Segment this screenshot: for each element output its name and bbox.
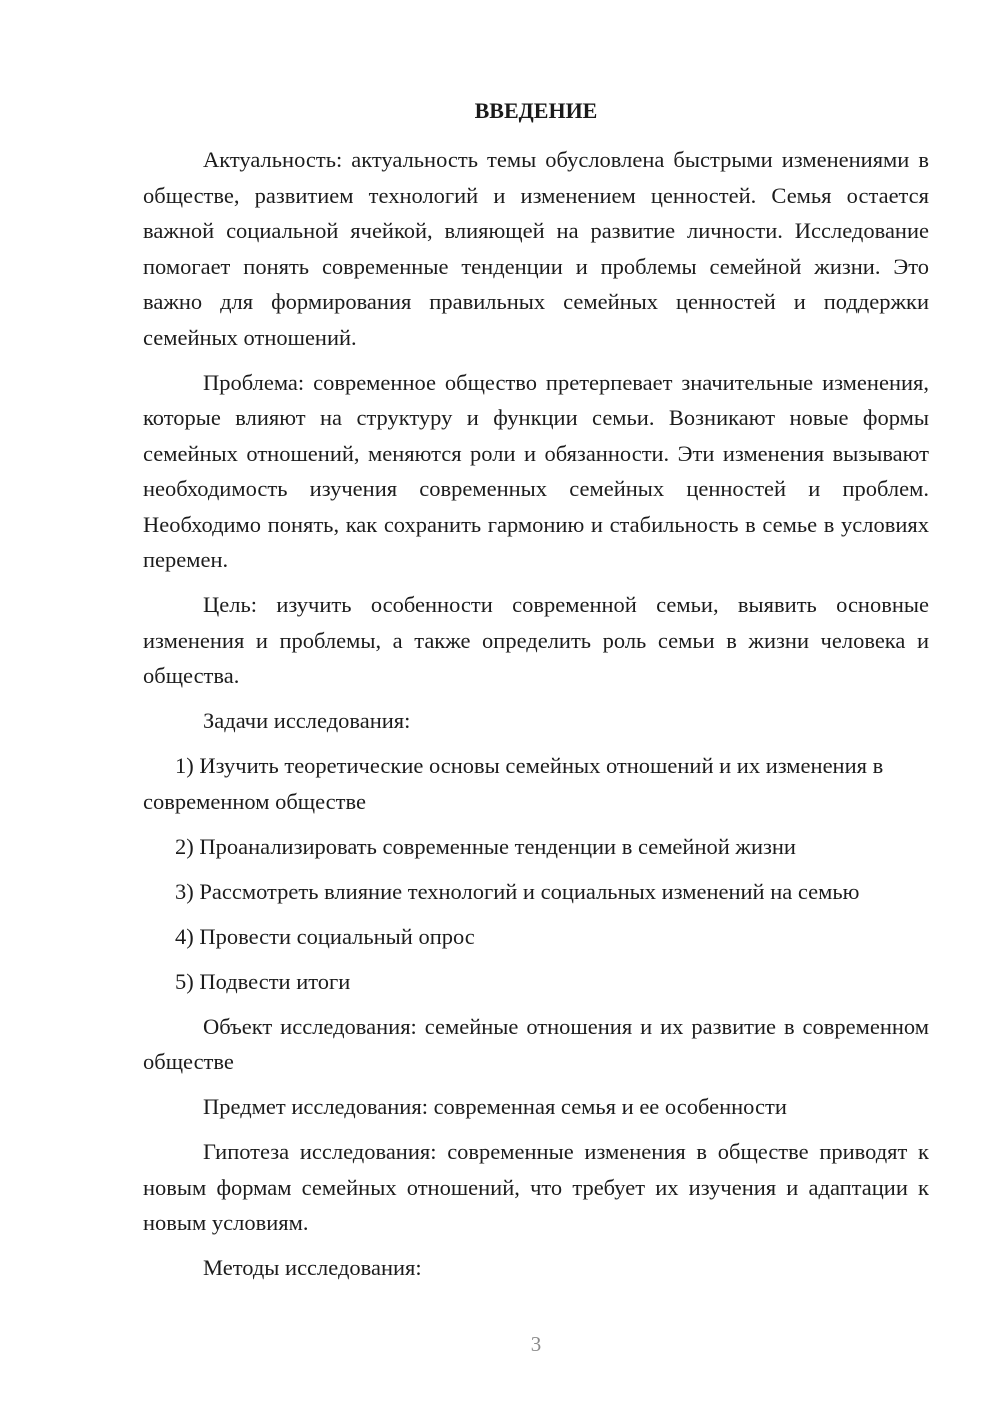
task-item-1: 1) Изучить теоретические основы семейных отношений и их изменения в современном обществе <box>143 753 884 814</box>
page-title: ВВЕДЕНИЕ <box>474 98 598 123</box>
paragraph-subject: Предмет исследования: современная семья и ее особенности <box>203 1094 787 1119</box>
page-number: 3 <box>530 1332 542 1356</box>
task-item-2: 2) Проанализировать современные тенденции в семейной жизни <box>175 833 796 859</box>
document-body <box>143 142 929 1295</box>
paragraph-relevance: Актуальность: актуальность темы обусловлена быстрыми изменениями в обществе, развитием технологий и изменением ценностей. Семья остается важной социальной ячейкой, влияющей на развитие личности. Исследование помогает понять современные тенденции и проблемы семейной жизни. Это важно для формирования правильных семейных ценностей и поддержки семейных отношений. <box>143 147 929 350</box>
paragraph-tasks-heading: Задачи исследования: <box>203 708 411 733</box>
paragraph-problem: Проблема: современное общество претерпевает значительные изменения, которые влияют на структуру и функции семьи. Возникают новые формы семейных отношений, меняются роли и обязанности. Эти изменения вызывают необходимость изучения современных семейных ценностей и проблем. Необходимо понять, как сохранить гармонию и стабильность в семье в условиях перемен. <box>143 369 929 572</box>
paragraph-goal: Цель: изучить особенности современной семьи, выявить основные изменения и проблемы, а также определить роль семьи в жизни человека и общества. <box>143 592 929 688</box>
paragraph-methods: Методы исследования: <box>203 1255 422 1280</box>
paragraph-hypothesis: Гипотеза исследования: современные изменения в обществе приводят к новым формам семейных отношений, что требует их изучения и адаптации к новым условиям. <box>143 1139 929 1235</box>
task-item-4: 4) Провести социальный опрос <box>175 923 475 949</box>
task-item-3: 3) Рассмотреть влияние технологий и социальных изменений на семью <box>175 878 860 904</box>
paragraph-object: Объект исследования: семейные отношения и их развитие в современном обществе <box>143 1013 929 1074</box>
task-item-5: 5) Подвести итоги <box>175 968 351 994</box>
